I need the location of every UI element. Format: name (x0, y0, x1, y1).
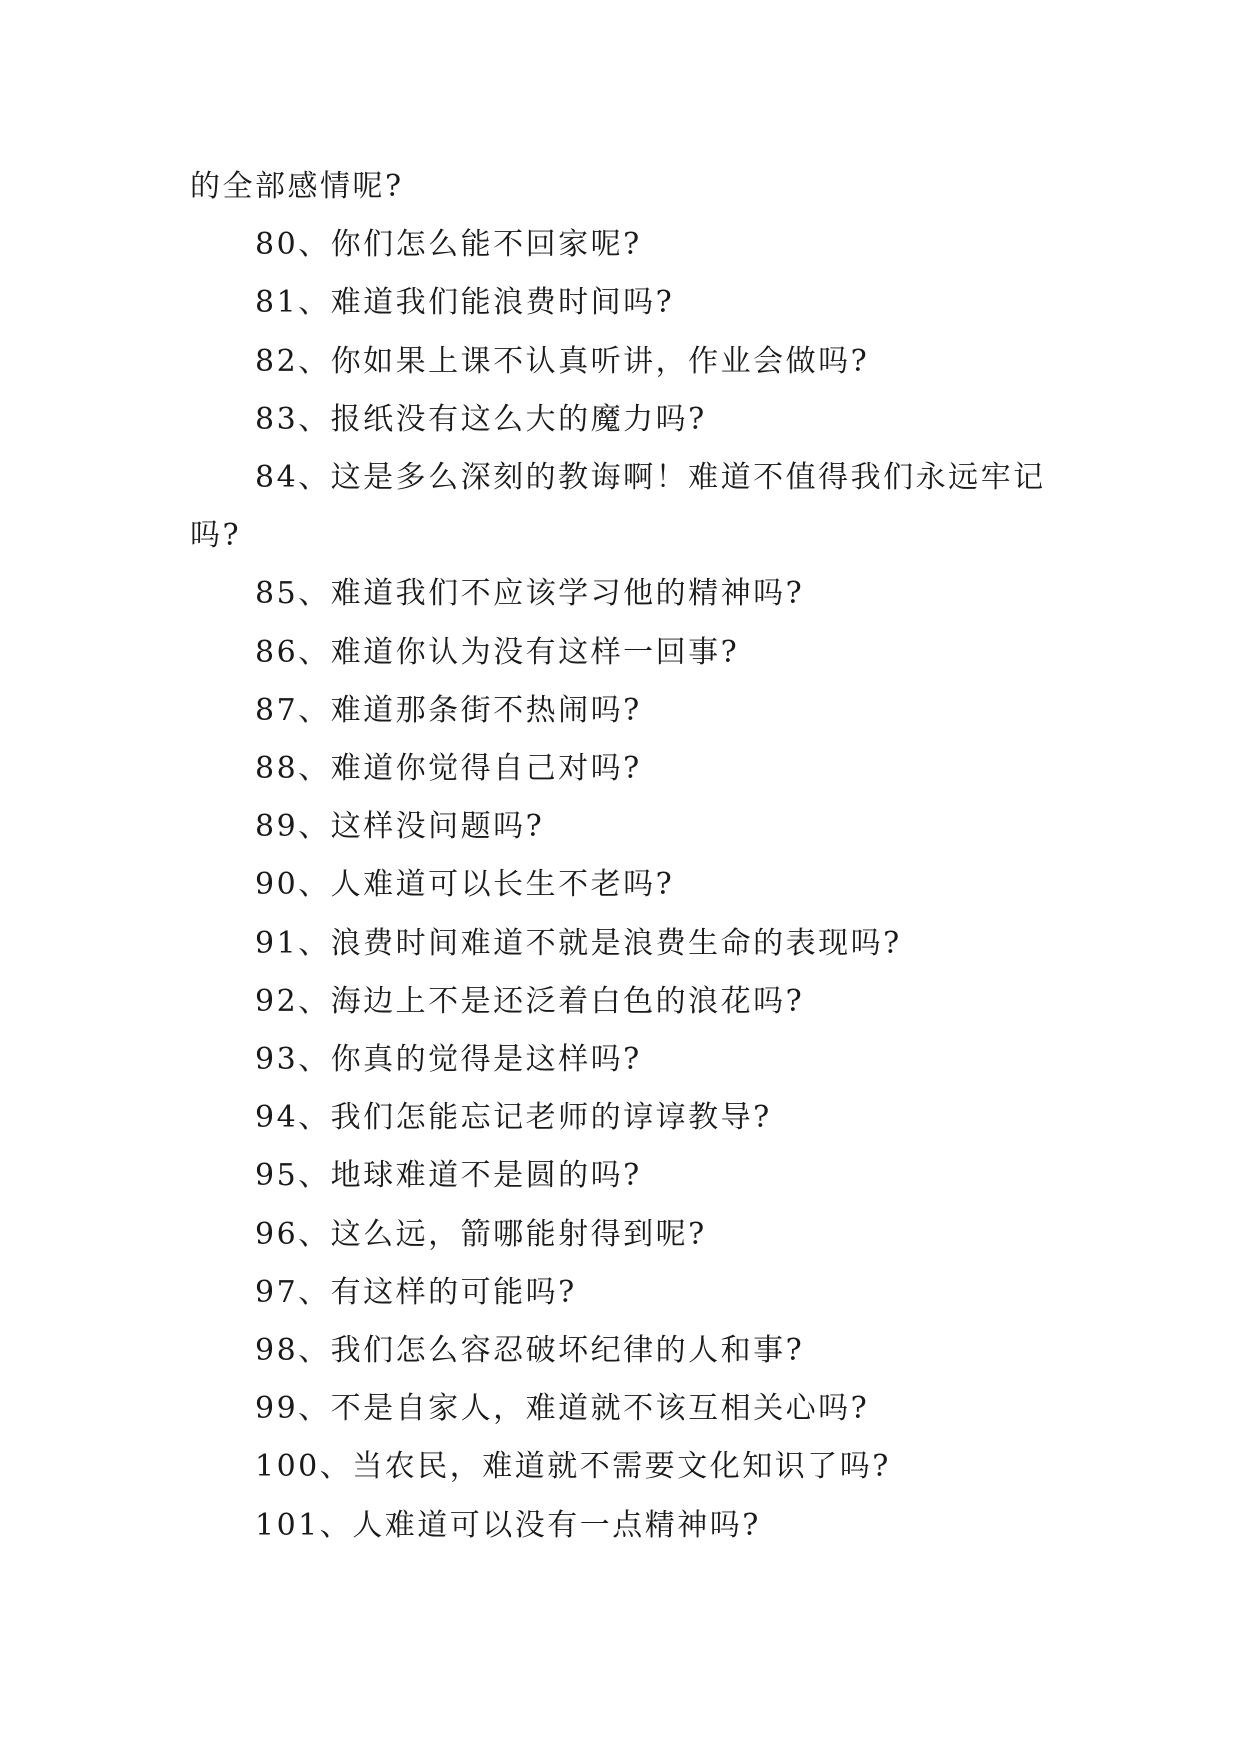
paragraph: 87、难道那条街不热闹吗? (255, 692, 642, 728)
paragraph: 97、有这样的可能吗? (255, 1274, 577, 1310)
paragraph: 99、不是自家人，难道就不该互相关心吗? (255, 1391, 870, 1427)
paragraph: 93、你真的觉得是这样吗? (255, 1042, 642, 1078)
paragraph: 91、浪费时间难道不就是浪费生命的表现吗? (255, 925, 902, 961)
paragraph: 85、难道我们不应该学习他的精神吗? (255, 576, 805, 612)
paragraph: 90、人难道可以长生不老吗? (255, 867, 675, 903)
paragraph: 的全部感情呢? (190, 169, 404, 204)
paragraph: 88、难道你觉得自己对吗? (255, 751, 642, 787)
paragraph: 92、海边上不是还泛着白色的浪花吗? (255, 983, 805, 1019)
paragraph: 95、地球难道不是圆的吗? (255, 1158, 642, 1194)
paragraph: 101、人难道可以没有一点精神吗? (255, 1507, 761, 1543)
paragraph: 82、你如果上课不认真听讲，作业会做吗? (255, 343, 870, 379)
paragraph: 83、报纸没有这么大的魔力吗? (255, 401, 707, 437)
paragraph: 81、难道我们能浪费时间吗? (255, 285, 675, 321)
paragraph: 80、你们怎么能不回家呢? (255, 227, 642, 263)
paragraph: 100、当农民，难道就不需要文化知识了吗? (255, 1449, 891, 1485)
paragraph: 84、这是多么深刻的教诲啊！难道不值得我们永远牢记吗? (190, 460, 1046, 554)
paragraph: 86、难道你认为没有这样一回事? (255, 634, 740, 670)
paragraph: 98、我们怎么容忍破坏纪律的人和事? (255, 1333, 805, 1369)
paragraph: 94、我们怎能忘记老师的谆谆教导? (255, 1100, 772, 1136)
paragraph: 89、这样没问题吗? (255, 809, 545, 845)
document-body (190, 158, 1060, 1555)
paragraph: 96、这么远，箭哪能射得到呢? (255, 1216, 707, 1252)
